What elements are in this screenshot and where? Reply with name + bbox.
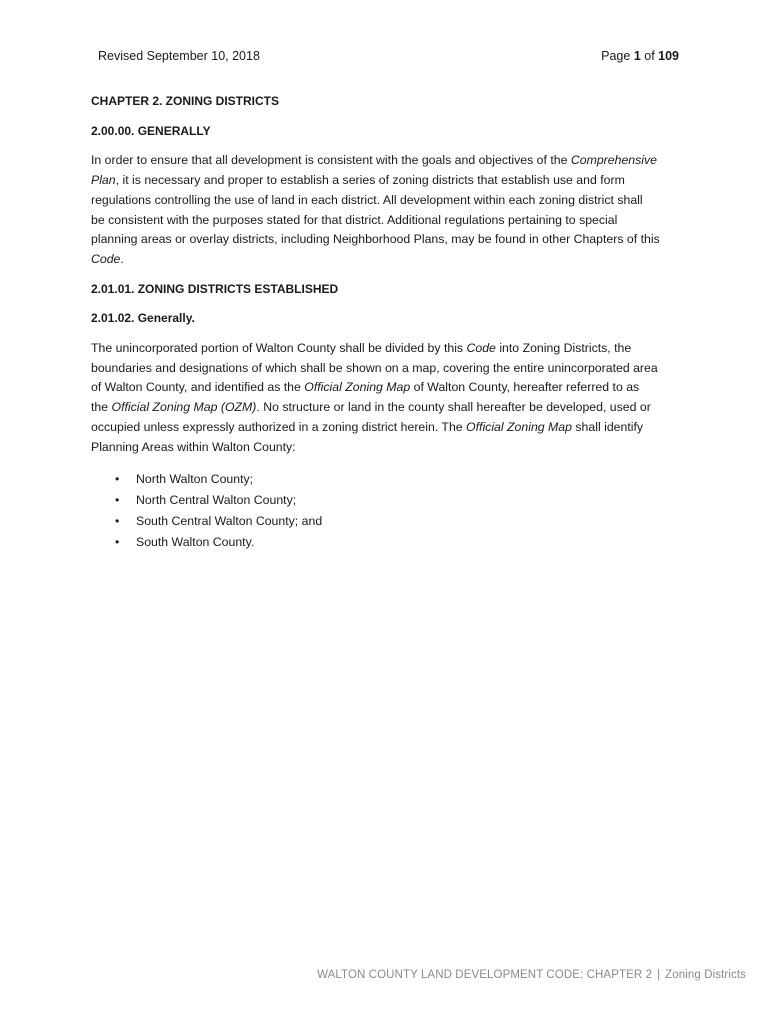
footer-document-title: WALTON COUNTY LAND DEVELOPMENT CODE: CHAPTER 2 <box>317 969 653 981</box>
paragraph-line: Plan, it is necessary and proper to establish a series of zoning districts that establish use and form <box>91 173 625 188</box>
paragraph-line: of Walton County, and identified as the Official Zoning Map of Walton County, hereafter referred to as <box>91 380 640 395</box>
document-body <box>91 92 681 553</box>
zoning-paragraph <box>91 339 681 457</box>
paragraph-line: regulations controlling the use of land in each district. All development within each zoning district shall <box>91 192 643 207</box>
page-header <box>98 46 679 66</box>
page-footer <box>317 969 746 981</box>
paragraph-line: planning areas or overlay districts, including Neighborhood Plans, may be found in other Chapters of this <box>91 232 660 247</box>
paragraph-line: Planning Areas within Walton County: <box>91 439 296 454</box>
page-current: 1 <box>633 49 641 63</box>
paragraph-line: The unincorporated portion of Walton County shall be divided by this Code into Zoning Districts, the <box>91 341 632 356</box>
section-heading-generally-2: 2.01.02. Generally. <box>91 311 195 326</box>
paragraph-line: the Official Zoning Map (OZM). No structure or land in the county shall hereafter be developed, used or <box>91 400 651 415</box>
page-total: 109 <box>658 49 679 63</box>
paragraph-line: boundaries and designations of which shall be shown on a map, covering the entire unincorporated area <box>91 360 658 375</box>
bullet-icon: • <box>115 535 120 550</box>
section-heading-established: 2.01.01. ZONING DISTRICTS ESTABLISHED <box>91 281 339 296</box>
list-item: • South Walton County. <box>91 532 681 553</box>
list-item: • South Central Walton County; and <box>91 511 681 532</box>
bullet-icon: • <box>115 493 120 508</box>
revision-date: Revised September 10, 2018 <box>98 49 260 63</box>
page-prefix: Page <box>601 49 634 63</box>
bullet-icon: • <box>115 472 120 487</box>
list-item: • North Central Walton County; <box>91 490 681 511</box>
planning-areas-list <box>91 469 681 553</box>
chapter-title: CHAPTER 2. ZONING DISTRICTS <box>91 94 280 108</box>
bullet-icon: • <box>115 514 120 529</box>
footer-chapter-name: Zoning Districts <box>665 969 746 981</box>
generally-paragraph <box>91 151 681 269</box>
paragraph-line: occupied unless expressly authorized in a zoning district herein. The Official Zoning Map shall identify <box>91 419 644 434</box>
section-heading-generally: 2.00.00. GENERALLY <box>91 123 211 138</box>
page-number <box>601 46 679 66</box>
list-item: • North Walton County; <box>91 469 681 490</box>
paragraph-line: be consistent with the purposes stated for that district. Additional regulations pertaining to special <box>91 212 618 227</box>
footer-separator: | <box>657 969 661 981</box>
paragraph-line: In order to ensure that all development is consistent with the goals and objectives of the Comprehensive <box>91 153 657 168</box>
page-of: of <box>640 49 659 63</box>
paragraph-line: Code. <box>91 251 124 266</box>
